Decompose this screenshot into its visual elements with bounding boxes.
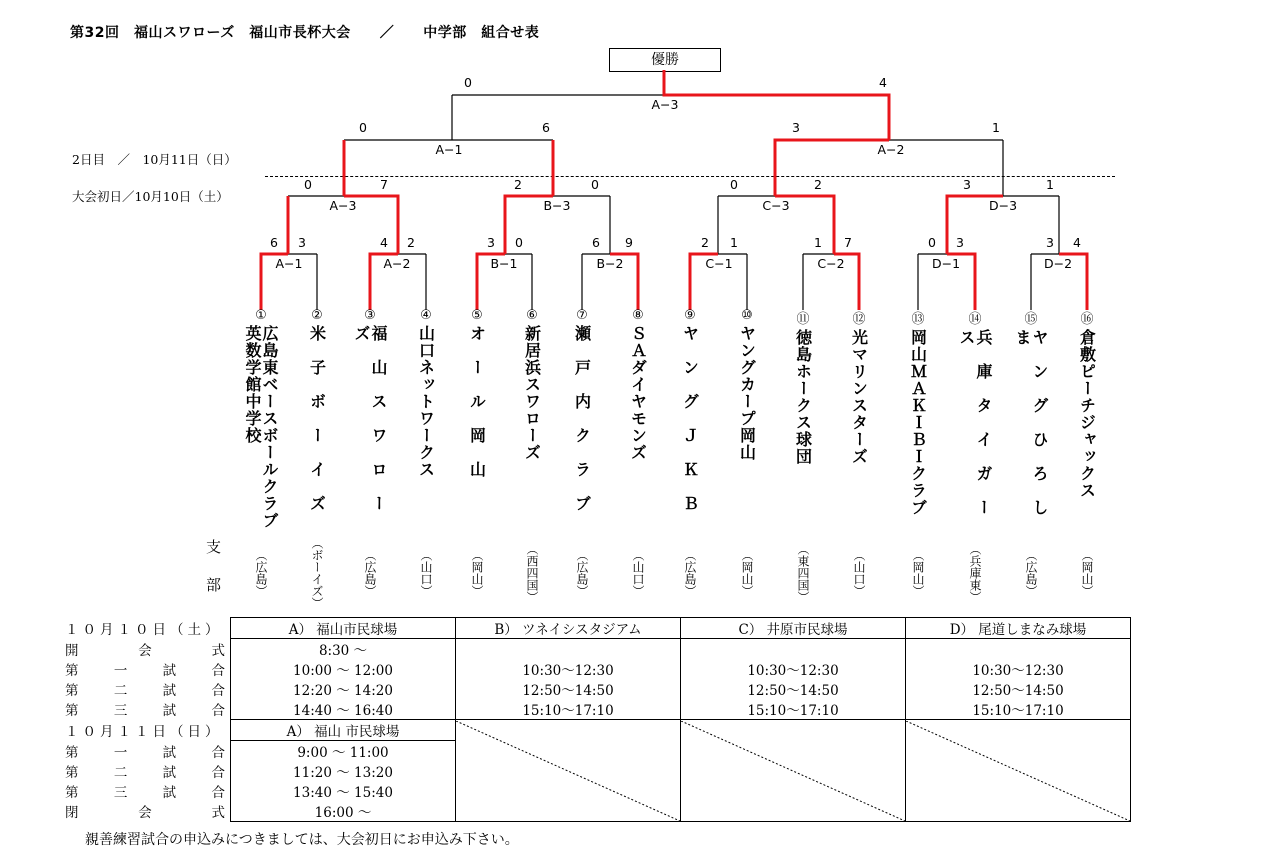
time-a: 14:40 ～ 16:40 <box>231 699 456 720</box>
qf4-right-score: 1 <box>1046 177 1054 192</box>
team-branch: （山口） <box>419 549 433 597</box>
r1-a2-left-score: 4 <box>380 235 388 250</box>
team-name: 倉敷ピーチジャックス <box>1077 329 1097 499</box>
team-branch: （岡山） <box>911 549 925 597</box>
venue-a: A） 福山市民球場 <box>231 618 456 639</box>
row-label: 第 二 試 合 <box>65 683 225 699</box>
team-branch: （西四国） <box>525 543 539 603</box>
row-label: 開 会 式 <box>65 642 225 659</box>
qf1-left-score: 0 <box>304 177 312 192</box>
r1-d1-right-score: 3 <box>956 235 964 250</box>
time-c: 10:30〜12:30 <box>681 659 906 679</box>
team-number: ⑮ <box>1024 312 1038 327</box>
time-d: 15:10〜17:10 <box>906 699 1131 720</box>
time-c <box>681 639 906 660</box>
day2-label: 2日目 ／ 10月11日（日） <box>72 152 237 167</box>
team-number: ③ <box>364 308 376 323</box>
team-number: ④ <box>420 308 432 323</box>
semi1-left-score: 0 <box>359 120 367 135</box>
team-slot <box>672 308 708 597</box>
qf1-label: A−3 <box>329 198 357 213</box>
qf4-left-score: 3 <box>963 177 971 192</box>
team-slot <box>841 308 877 597</box>
qf2-label: B−3 <box>543 198 571 213</box>
time-d: 10:30〜12:30 <box>906 659 1131 679</box>
row-label: 第 一 試 合 <box>65 744 225 761</box>
r1-c2-left-score: 1 <box>814 235 822 250</box>
r1-a2-label: A−2 <box>383 256 411 271</box>
team-name: 兵 庫 タ イ ガ ー ス <box>957 329 993 533</box>
time-d <box>906 639 1131 660</box>
team-name: 徳島ホークス球団 <box>793 329 813 465</box>
page-title: 第32回 福山スワローズ 福山市長杯大会 ／ 中学部 組合せ表 <box>70 25 540 41</box>
day1-date: １０月１０日（土） <box>65 622 223 638</box>
time-a: 8:30 ～ <box>231 639 456 660</box>
branch-label: 部 <box>206 576 222 594</box>
final-left-score: 0 <box>464 75 472 90</box>
team-branch: （広島） <box>575 549 589 597</box>
team-slot <box>620 308 656 597</box>
team-branch: （岡山） <box>470 549 484 597</box>
team-slot <box>243 308 279 597</box>
r1-b1-label: B−1 <box>490 256 518 271</box>
final-match-label: A−3 <box>651 97 679 112</box>
r1-a1-right-score: 3 <box>298 235 306 250</box>
r1-d1-left-score: 0 <box>928 235 936 250</box>
branch-label: 支 <box>206 538 222 556</box>
team-branch: （東四国） <box>796 543 810 603</box>
team-branch: （山口） <box>631 549 645 597</box>
schedule-table <box>65 617 1131 822</box>
time-d: 12:50〜14:50 <box>906 679 1131 699</box>
team-branch: （広島） <box>683 549 697 597</box>
team-number: ⑩ <box>741 308 753 323</box>
time-c: 15:10〜17:10 <box>681 699 906 720</box>
row-label: 第 二 試 合 <box>65 765 225 781</box>
time-a-day2: 16:00 ～ <box>231 801 456 822</box>
team-branch: （広島） <box>363 549 377 597</box>
empty-cell-d <box>906 720 1131 822</box>
r1-b1-right-score: 0 <box>515 235 523 250</box>
team-name: 広島東ベースボールクラブ英数学館中学校 <box>243 325 279 529</box>
time-b: 10:30〜12:30 <box>456 659 681 679</box>
team-name: ヤングカープ岡山 <box>737 325 757 461</box>
team-name: ヤ ン グ Ｊ Ｋ Ｂ <box>680 325 700 512</box>
semi1-label: A−1 <box>435 142 463 157</box>
qf3-left-score: 0 <box>730 177 738 192</box>
time-a: 10:00 ～ 12:00 <box>231 659 456 679</box>
team-slot <box>900 308 936 597</box>
final-right-score: 4 <box>879 75 887 90</box>
venue-d: D） 尾道しまなみ球場 <box>906 618 1131 639</box>
venue-b: B） ツネイシスタジアム <box>456 618 681 639</box>
team-name: ヤ ン グ ひ ろ し ま <box>1013 329 1049 533</box>
semi1-right-score: 6 <box>542 120 550 135</box>
semi2-right-score: 1 <box>992 120 1000 135</box>
r1-c1-label: C−1 <box>705 256 733 271</box>
day1-label: 大会初日／10月10日（土） <box>72 189 229 204</box>
team-branch: （兵庫東） <box>968 543 982 603</box>
time-a-day2: 13:40 ～ 15:40 <box>231 781 456 801</box>
venue-c: C） 井原市民球場 <box>681 618 906 639</box>
r1-c2-right-score: 7 <box>844 235 852 250</box>
row-label: 第 三 試 合 <box>65 785 225 801</box>
day2-date: １０月１１日（日） <box>65 724 223 740</box>
r1-b1-left-score: 3 <box>487 235 495 250</box>
team-number: ⑨ <box>684 308 696 323</box>
semi2-left-score: 3 <box>792 120 800 135</box>
team-slot <box>514 308 550 603</box>
tournament-bracket <box>0 0 1280 320</box>
team-number: ⑫ <box>852 312 866 327</box>
time-b: 12:50〜14:50 <box>456 679 681 699</box>
team-name: 米 子 ボ ー イ ズ <box>307 325 327 512</box>
team-name: 瀬 戸 内 ク ラ ブ <box>572 325 592 512</box>
r1-d2-right-score: 4 <box>1073 235 1081 250</box>
team-name: 光マリンスターズ <box>849 329 869 465</box>
r1-c2-label: C−2 <box>817 256 845 271</box>
qf3-label: C−3 <box>762 198 790 213</box>
team-name: 新居浜スワローズ <box>522 325 542 461</box>
semi2-label: A−2 <box>877 142 905 157</box>
team-number: ⑦ <box>576 308 588 323</box>
r1-a1-left-score: 6 <box>270 235 278 250</box>
team-branch: （山口） <box>852 549 866 597</box>
team-branch: （岡山） <box>740 549 754 597</box>
venue-a-day2: A） 福山 市民球場 <box>231 720 456 741</box>
qf1-right-score: 7 <box>380 177 388 192</box>
time-a-day2: 11:20 ～ 13:20 <box>231 761 456 781</box>
team-name: 山口ネットワークス <box>416 325 436 478</box>
team-number: ⑬ <box>911 312 925 327</box>
team-slot <box>1069 308 1105 597</box>
qf3-right-score: 2 <box>814 177 822 192</box>
r1-b2-right-score: 9 <box>625 235 633 250</box>
team-slot <box>957 308 993 603</box>
team-number: ② <box>311 308 323 323</box>
team-branch: （ボーイズ） <box>310 537 324 609</box>
time-b: 15:10〜17:10 <box>456 699 681 720</box>
qf4-label: D−3 <box>988 198 1018 213</box>
team-branch: （広島） <box>254 549 268 597</box>
team-slot <box>352 308 388 597</box>
champion-box: 優勝 <box>609 48 721 72</box>
r1-d2-label: D−2 <box>1043 256 1073 271</box>
time-c: 12:50〜14:50 <box>681 679 906 699</box>
team-number: ⑥ <box>526 308 538 323</box>
r1-b2-label: B−2 <box>596 256 624 271</box>
team-slot <box>785 308 821 603</box>
empty-cell-c <box>681 720 906 822</box>
team-slot <box>1013 308 1049 597</box>
r1-a1-label: A−1 <box>275 256 303 271</box>
team-slot <box>299 308 335 609</box>
bracket-base-lines <box>261 95 1087 310</box>
team-slot <box>729 308 765 597</box>
empty-cell-b <box>456 720 681 822</box>
r1-d2-left-score: 3 <box>1046 235 1054 250</box>
time-a-day2: 9:00 ～ 11:00 <box>231 741 456 762</box>
team-branch: （広島） <box>1024 549 1038 597</box>
row-label: 第 一 試 合 <box>65 663 225 679</box>
team-name: 福 山 ス ワ ロ ー ズ <box>352 325 388 529</box>
qf2-left-score: 2 <box>514 177 522 192</box>
time-b <box>456 639 681 660</box>
r1-c1-right-score: 1 <box>730 235 738 250</box>
row-label: 第 三 試 合 <box>65 703 225 720</box>
team-number: ⑭ <box>968 312 982 327</box>
r1-d1-label: D−1 <box>931 256 961 271</box>
r1-a2-right-score: 2 <box>407 235 415 250</box>
qf2-right-score: 0 <box>591 177 599 192</box>
footer-note: 親善練習試合の申込みにつきましては、大会初日にお申込み下さい。 <box>85 832 519 848</box>
team-number: ⑯ <box>1080 312 1094 327</box>
team-number: ⑤ <box>471 308 483 323</box>
team-branch: （岡山） <box>1080 549 1094 597</box>
team-name: 岡山ＭＡＫＩＢＩクラブ <box>908 329 928 516</box>
r1-c1-left-score: 2 <box>701 235 709 250</box>
r1-b2-left-score: 6 <box>592 235 600 250</box>
time-a: 12:20 ～ 14:20 <box>231 679 456 699</box>
row-label: 閉 会 式 <box>65 805 225 822</box>
team-name: ＳＡダイヤモンズ <box>628 325 648 461</box>
team-slot <box>564 308 600 597</box>
team-number: ① <box>255 308 267 323</box>
team-slot <box>408 308 444 597</box>
team-number: ⑪ <box>796 312 810 327</box>
team-name: オ ー ル 岡 山 <box>467 325 487 478</box>
team-number: ⑧ <box>632 308 644 323</box>
team-slot <box>459 308 495 597</box>
